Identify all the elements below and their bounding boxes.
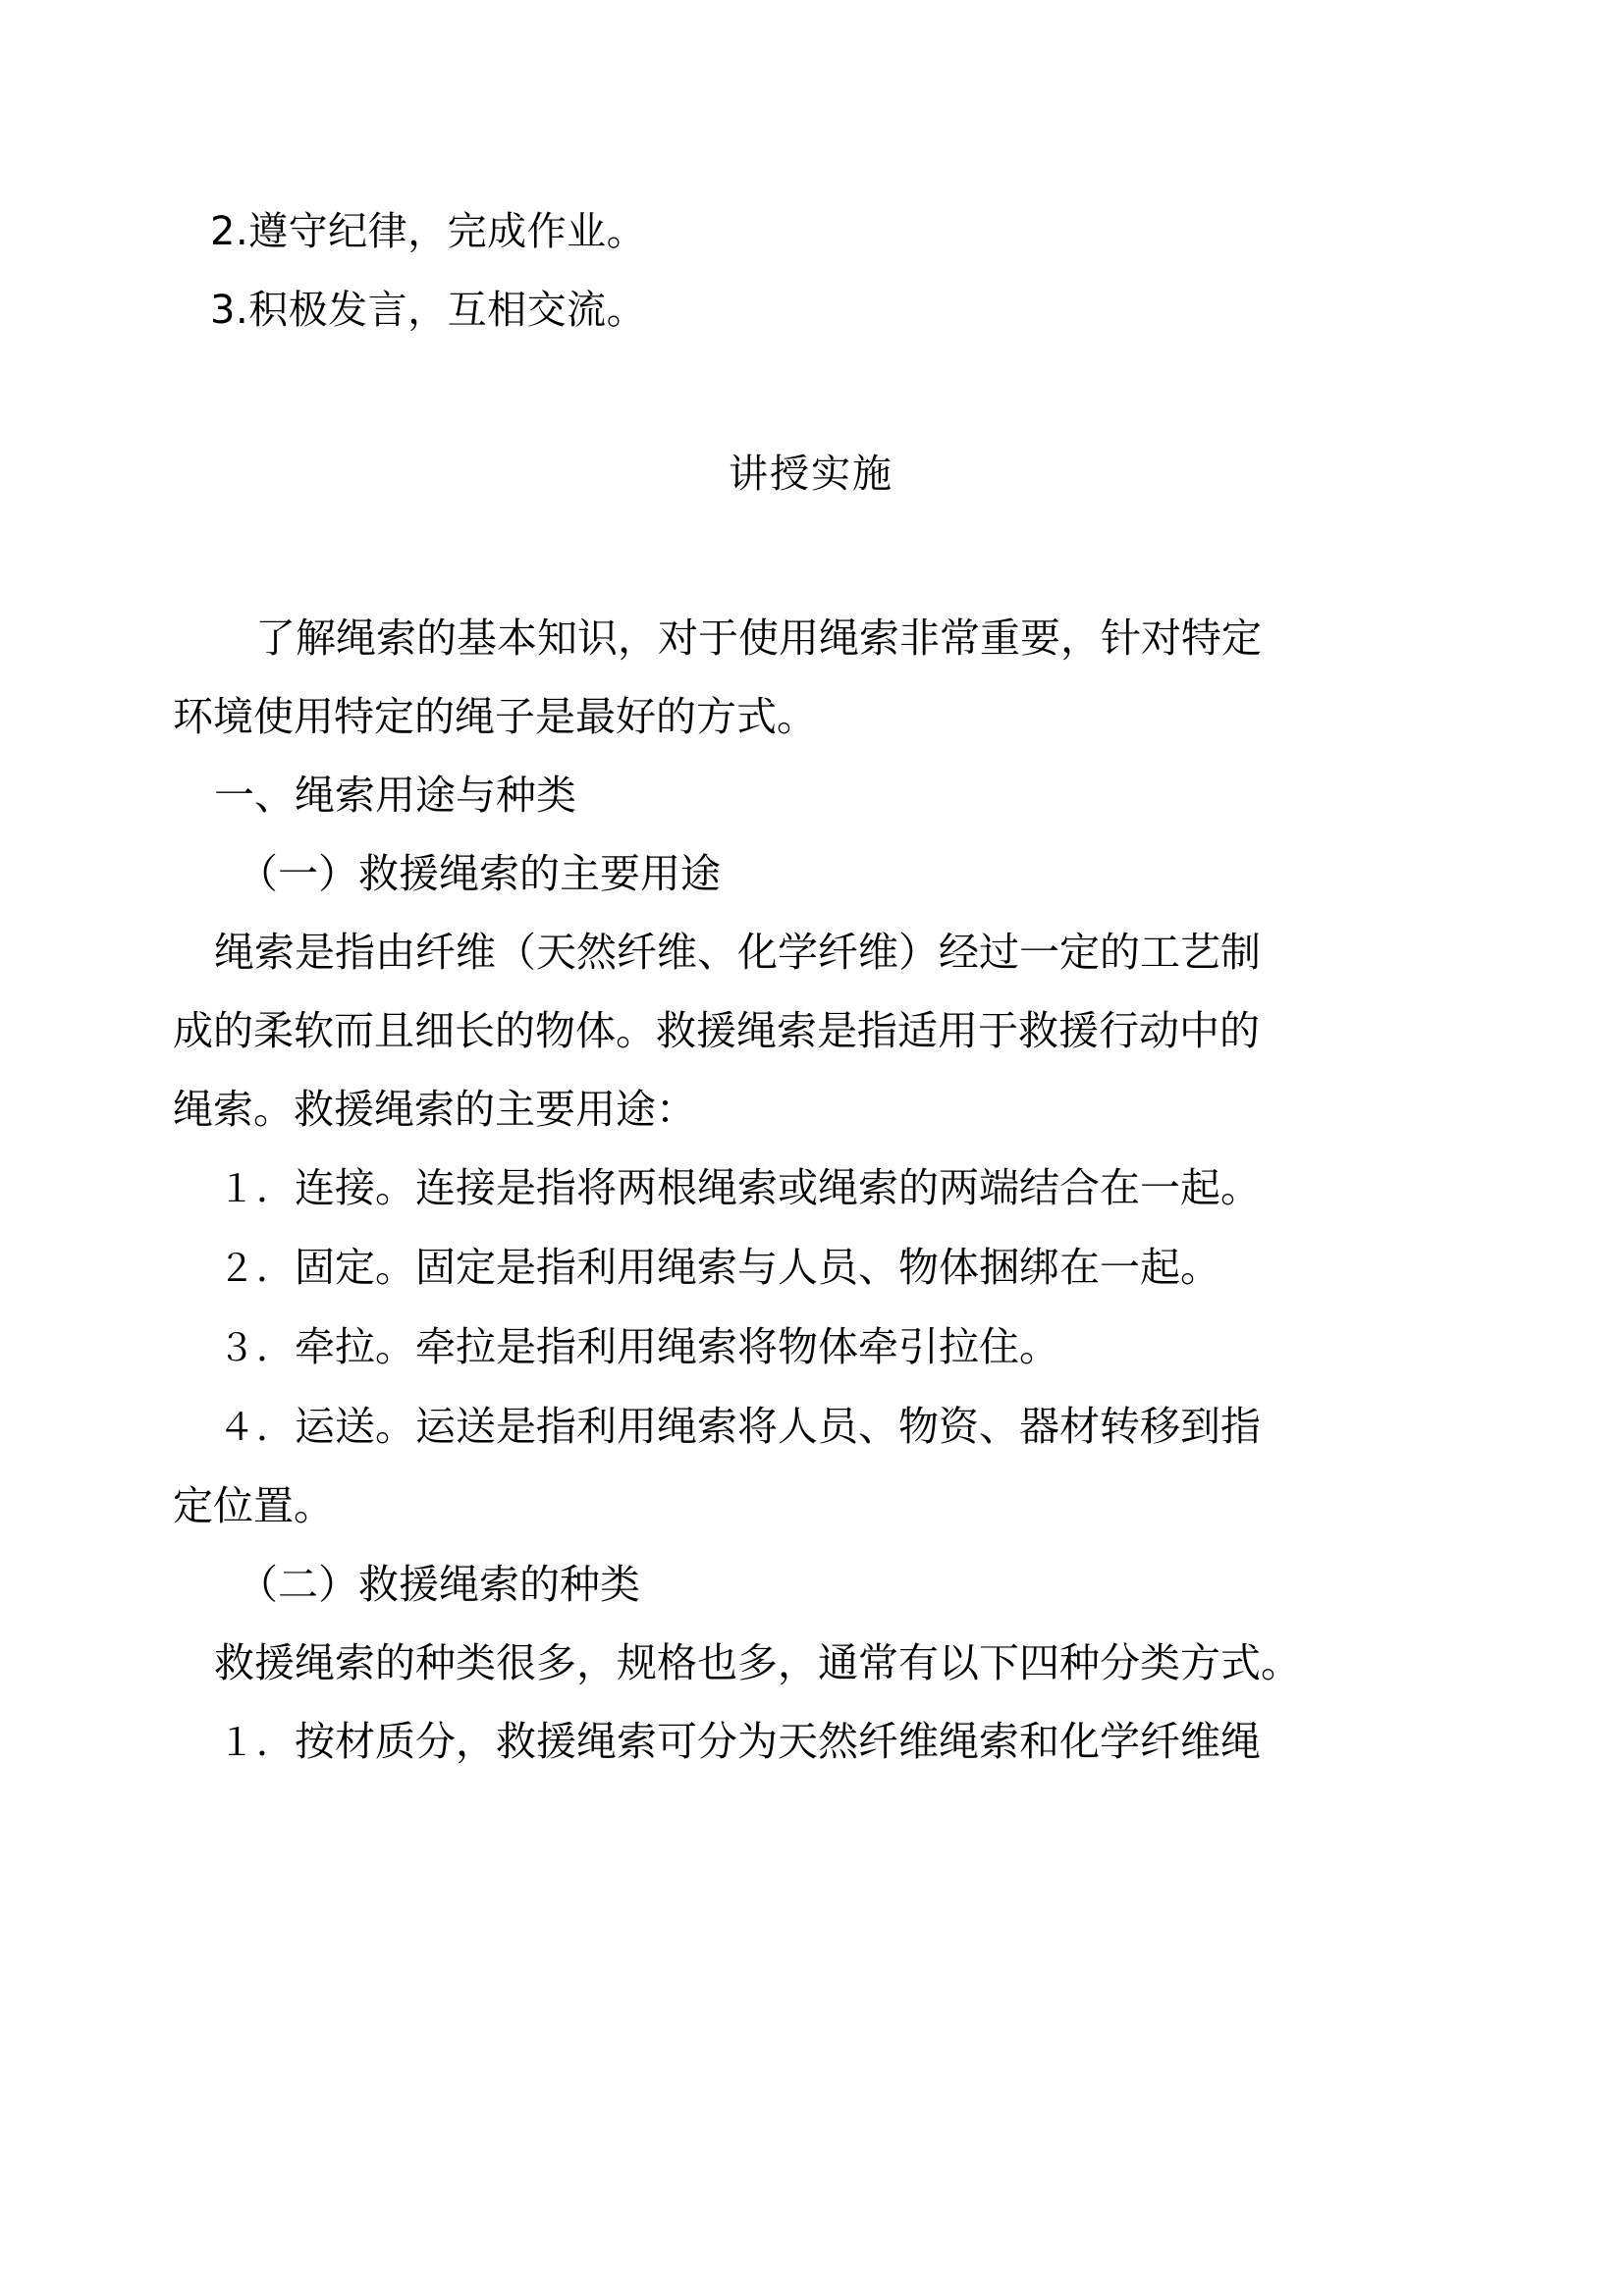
definition-line-3: 绳索。救援绳索的主要用途：	[173, 1086, 696, 1133]
types-list-item-1-number: １．	[218, 1721, 296, 1764]
document-body	[173, 192, 1449, 1782]
heading-level2-a: （一）救援绳索的主要用途	[238, 850, 721, 897]
uses-list-item-4-text: 运送。运送是指利用绳索将人员、物资、器材转移到指	[295, 1403, 1262, 1450]
reminder-item-3: 3.积极发言，互相交流。	[210, 288, 647, 333]
spacer-after-heading	[173, 505, 1449, 599]
uses-list-item-2-number: ２．	[218, 1247, 296, 1290]
intro-paragraph-line-2: 环境使用特定的绳子是最好的方式。	[173, 693, 817, 740]
intro-paragraph-line-1: 了解绳索的基本知识，对于使用绳索非常重要，针对特定	[255, 614, 1262, 662]
uses-list-continuation: 定位置。	[173, 1482, 334, 1529]
uses-list-item-3-number: ３．	[218, 1326, 296, 1369]
uses-list-item-1-text: 连接。连接是指将两根绳索或绳索的两端结合在一起。	[295, 1164, 1262, 1211]
uses-list-item-3-text: 牵拉。牵拉是指利用绳索将物体牵引拉住。	[295, 1323, 1060, 1370]
uses-list-item-3	[173, 1308, 1449, 1387]
uses-list-item-2-text: 固定。固定是指利用绳索与人员、物体捆绑在一起。	[295, 1244, 1221, 1291]
types-list-item-1	[173, 1702, 1449, 1782]
uses-list-item-2	[173, 1228, 1449, 1308]
heading-level2-b: （二）救援绳索的种类	[238, 1561, 640, 1608]
uses-list-item-1	[173, 1148, 1449, 1228]
uses-list-item-4	[173, 1387, 1449, 1467]
definition-line-2: 成的柔软而且细长的物体。救援绳索是指适用于救援行动中的	[173, 1007, 1260, 1054]
uses-list-item-1-number: １．	[218, 1167, 296, 1210]
reminder-item-2: 2.遵守纪律，完成作业。	[210, 209, 647, 254]
spacer-before-heading	[173, 349, 1449, 444]
types-paragraph: 救援绳索的种类很多，规格也多，通常有以下四种分类方式。	[214, 1639, 1301, 1686]
definition-line-1: 绳索是指由纤维（天然纤维、化学纤维）经过一定的工艺制	[214, 929, 1261, 976]
types-list-item-1-text: 按材质分，救援绳索可分为天然纤维绳索和化学纤维绳	[295, 1718, 1262, 1765]
section-heading: 讲授实施	[729, 452, 893, 497]
uses-list-item-4-number: ４．	[218, 1406, 296, 1449]
heading-level1: 一、绳索用途与种类	[214, 772, 576, 819]
